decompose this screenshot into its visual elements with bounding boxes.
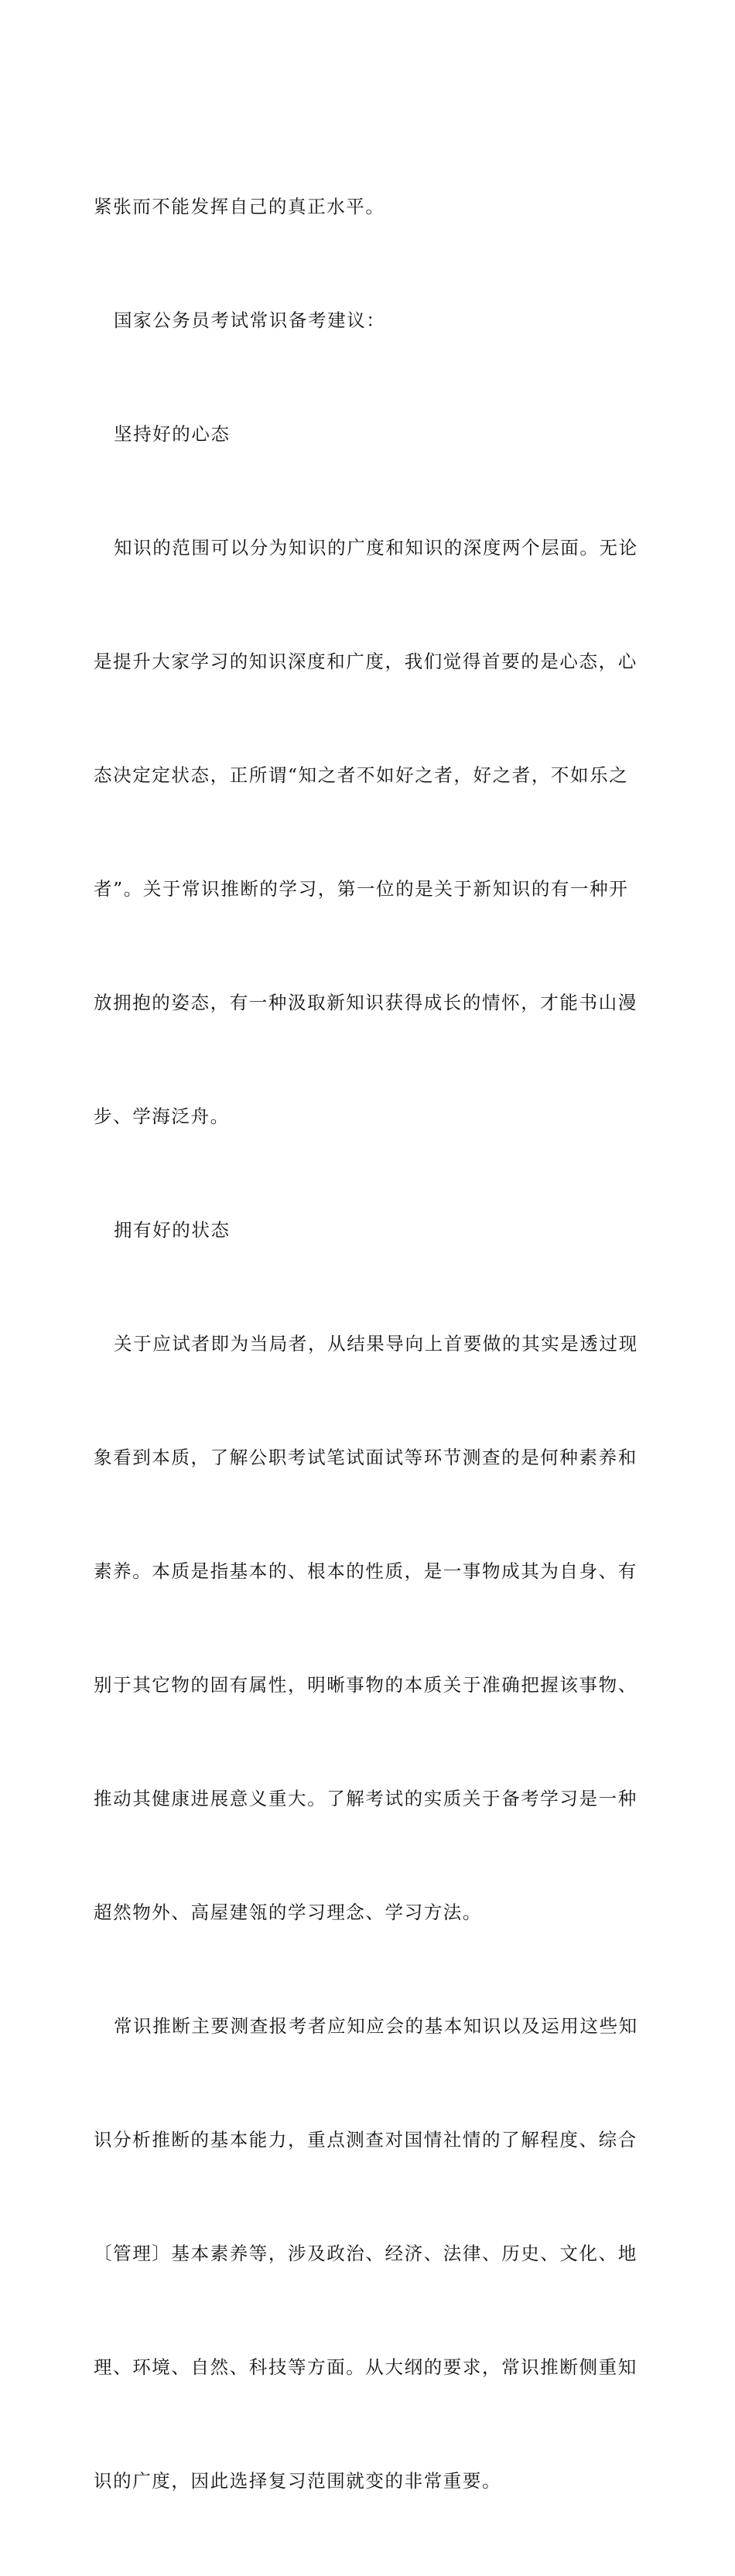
paragraph-line: 理、环境、自然、科技等方面。从大纲的要求，常识推断侧重知 xyxy=(94,2356,638,2378)
paragraph-line: 态决定定状态，正所谓“知之者不如好之者，好之者，不如乐之 xyxy=(94,764,629,786)
paragraph-line: 紧张而不能发挥自己的真正水平。 xyxy=(94,196,385,217)
paragraph-line: 推动其健康进展意义重大。了解考试的实质关于备考学习是一种 xyxy=(94,1788,638,1809)
paragraph-line: 识分析推断的基本能力，重点测查对国情社情的了解程度、综合 xyxy=(94,2129,638,2151)
paragraph-line: 者”。关于常识推断的学习，第一位的是关于新知识的有一种开 xyxy=(94,878,629,900)
paragraph-line: 〔管理〕基本素养等，涉及政治、经济、法律、历史、文化、地 xyxy=(94,2243,638,2264)
paragraph-line: 知识的范围可以分为知识的广度和知识的深度两个层面。无论 xyxy=(114,537,638,559)
document-body xyxy=(94,112,644,2576)
paragraph-line: 超然物外、高屋建瓴的学习理念、学习方法。 xyxy=(94,1901,482,1923)
paragraph-line: 识的广度，因此选择复习范围就变的非常重要。 xyxy=(94,2470,502,2492)
paragraph-line: 常识推断主要测查报考者应知应会的基本知识以及运用这些知 xyxy=(114,2015,638,2037)
paragraph-line: 象看到本质，了解公职考试笔试面试等环节测查的是何种素养和 xyxy=(94,1447,638,1468)
section-heading-state: 拥有好的状态 xyxy=(114,1219,231,1241)
section-intro-line: 国家公务员考试常识备考建议： xyxy=(114,309,386,331)
paragraph-line: 素养。本质是指基本的、根本的性质，是一事物成其为自身、有 xyxy=(94,1560,638,1582)
paragraph-line: 步、学海泛舟。 xyxy=(94,1105,230,1127)
paragraph-line: 别于其它物的固有属性，明晰事物的本质关于准确把握该事物、 xyxy=(94,1674,638,1696)
paragraph-line: 放拥抱的姿态，有一种汲取新知识获得成长的情怀，才能书山漫 xyxy=(94,992,638,1013)
section-heading-mindset: 坚持好的心态 xyxy=(114,423,231,445)
paragraph-line: 是提升大家学习的知识深度和广度，我们觉得首要的是心态，心 xyxy=(94,651,638,672)
paragraph-line: 关于应试者即为当局者，从结果导向上首要做的其实是透过现 xyxy=(114,1333,638,1355)
